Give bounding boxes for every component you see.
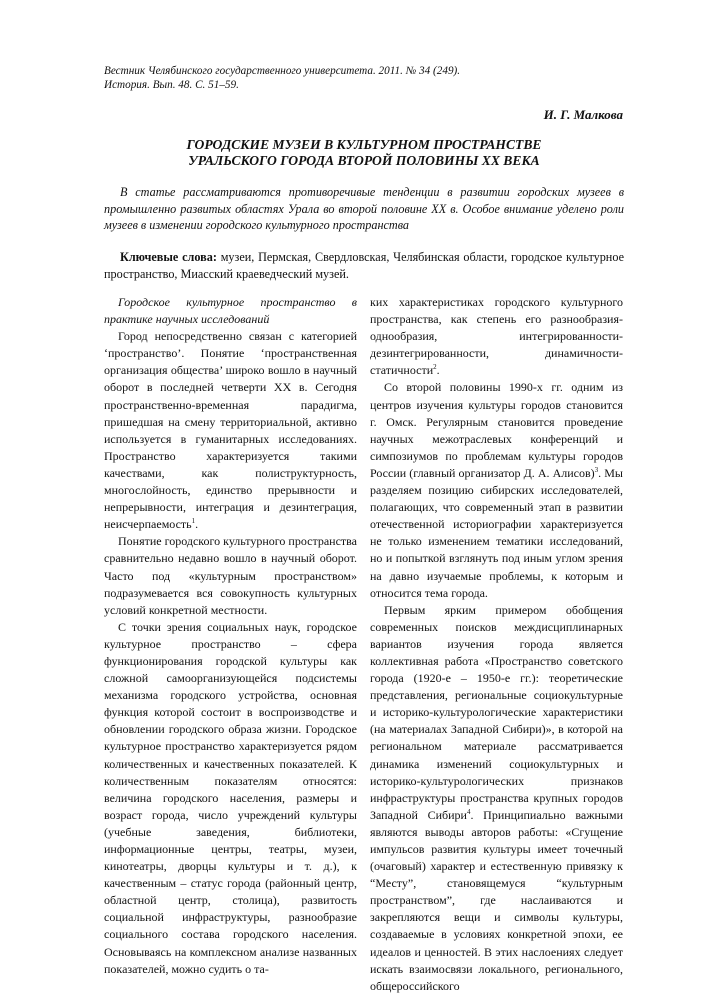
paragraph-text: Со второй половины 1990-х гг. одним из центров изучения культуры городов становится г. Омск. Регулярным становится проведение научных межотраслевых конференций и симпозиумов по проблемам культуры городов России (главный организатор Д. А. Алисов) [370,380,623,480]
paragraph: С точки зрения социальных наук, городское культурное пространство – сфера функционирования городской культуры как сложной самоорганизующейся подсистемы механизма городского устройства, основная функция которой состоит в воспроизводстве и обновлении городского образа жизни. Городское культурное пространство характеризуется рядом количественных и качественных показателей. К количественным показателям относятся: величина городского населения, размеры и возраст города, число учреждений культуры (учебные заведения, библиотеки, информационные центры, театры, музеи, кинотеатры, дворцы культуры и т. д.), к качественным – статус города (районный центр, областной центр, столица), развитость социальной инфраструктуры, разнообразие социального состава городского населения. Основываясь на комплексном анализе названных показателей, можно судить о та- [104,619,357,976]
abstract: В статье рассматриваются противоречивые тенденции в развитии городских музеев в промышленно развитых областях Урала во второй половине XX в. Особое внимание уделено роли музеев в изменении городского культурного пространства [104,185,624,232]
keywords [104,249,624,282]
paragraph [370,602,623,995]
journal-citation [104,64,624,92]
keywords-text: музеи, Пермская, Свердловская, Челябинская области, городское культурное пространство, Миасский краеведческий музей. [104,250,624,281]
paragraph-text: Первым ярким примером обобщения современных поисков междисциплинарных вариантов изучения города является коллективная работа «Пространство советского города (1920-е – 1950-е гг.): теоретические представления, региональные социокультурные и историко-культурологические характеристики (на материалах Западной Сибири)», в которой на региональном материале рассматривается динамика изменений социокультурных и историко-культурологических признаков инфраструктуры пространства крупных городов Западной Сибири [370,602,623,822]
paragraph-text: Город непосредственно связан с категорией ‘пространство’. Понятие ‘пространственная организация общества’ широко вошло в научный оборот в последней четверти XX в. Сегодня пространственно-временная парадигма, пришедшая на смену территориальной, активно используется в гуманитарных исследованиях. Пространство характеризуется такими качествами, как полиструктурность, многослойность, единство прерывности и непрерывности, интеграция и дезинтеграция, неисчерпаемость [104,329,357,532]
paragraph [370,294,623,379]
footnote-ref: 4 [466,807,471,816]
paragraph-end: . Принципиально важными являются выводы авторов работы: «Сгущение импульсов развития культуры имеет точечный (очаговый) характер и естественную привязку к “Месту”, становящемуся “культурным пространством”, где наслаиваются и закрепляются вещи и символы культуры, создаваемые в условиях конкретной эпохи, ее идеалов и ценностей. В этих наслоениях следует искать взаимосвязи локального, регионального, общероссийского [370,807,623,993]
author-name: И. Г. Малкова [543,107,623,122]
footnote-ref: 3 [594,465,599,474]
paragraph-text: ких характеристиках городского культурного пространства, как степень его разнообразия-однообразия, интегрированности-дезинтегрированности, динамичности-статичности [370,295,623,378]
section-subheading: Городское культурное пространство в практике научных исследований [104,295,357,327]
paragraph-end: . [195,517,199,532]
journal-line-1: Вестник Челябинского государственного университета. 2011. № 34 (249). [104,65,461,77]
journal-line-2: История. Вып. 48. С. 51–59. [104,79,239,91]
article-title [104,137,624,169]
title-line-2: УРАЛЬСКОГО ГОРОДА ВТОРОЙ ПОЛОВИНЫ XX ВЕКА [188,153,540,168]
keywords-label: Ключевые слова: [120,250,217,264]
paragraph-end: . Мы разделяем позицию сибирских исследователей, полагающих, что современный этап в развитии отечественной историографии характеризуется не только изменением тематики исследований, но и попыткой взглянуть под иным углом зрения на давно изучаемые проблемы, к которым и относится тема города. [370,465,623,600]
footnote-ref: 1 [191,517,196,526]
paragraph [104,328,357,533]
footnote-ref: 2 [433,363,437,372]
title-line-1: ГОРОДСКИЕ МУЗЕИ В КУЛЬТУРНОМ ПРОСТРАНСТВЕ [186,137,542,152]
right-column [370,294,623,995]
paragraph: Понятие городского культурного пространства сравнительно недавно вошло в научный оборот. Часто под «культурным пространством» подразумевается вся совокупность культурных условий конкретной местности. [104,534,358,617]
paragraph-end: . [436,363,440,378]
left-column [104,294,357,978]
paragraph [370,379,623,601]
